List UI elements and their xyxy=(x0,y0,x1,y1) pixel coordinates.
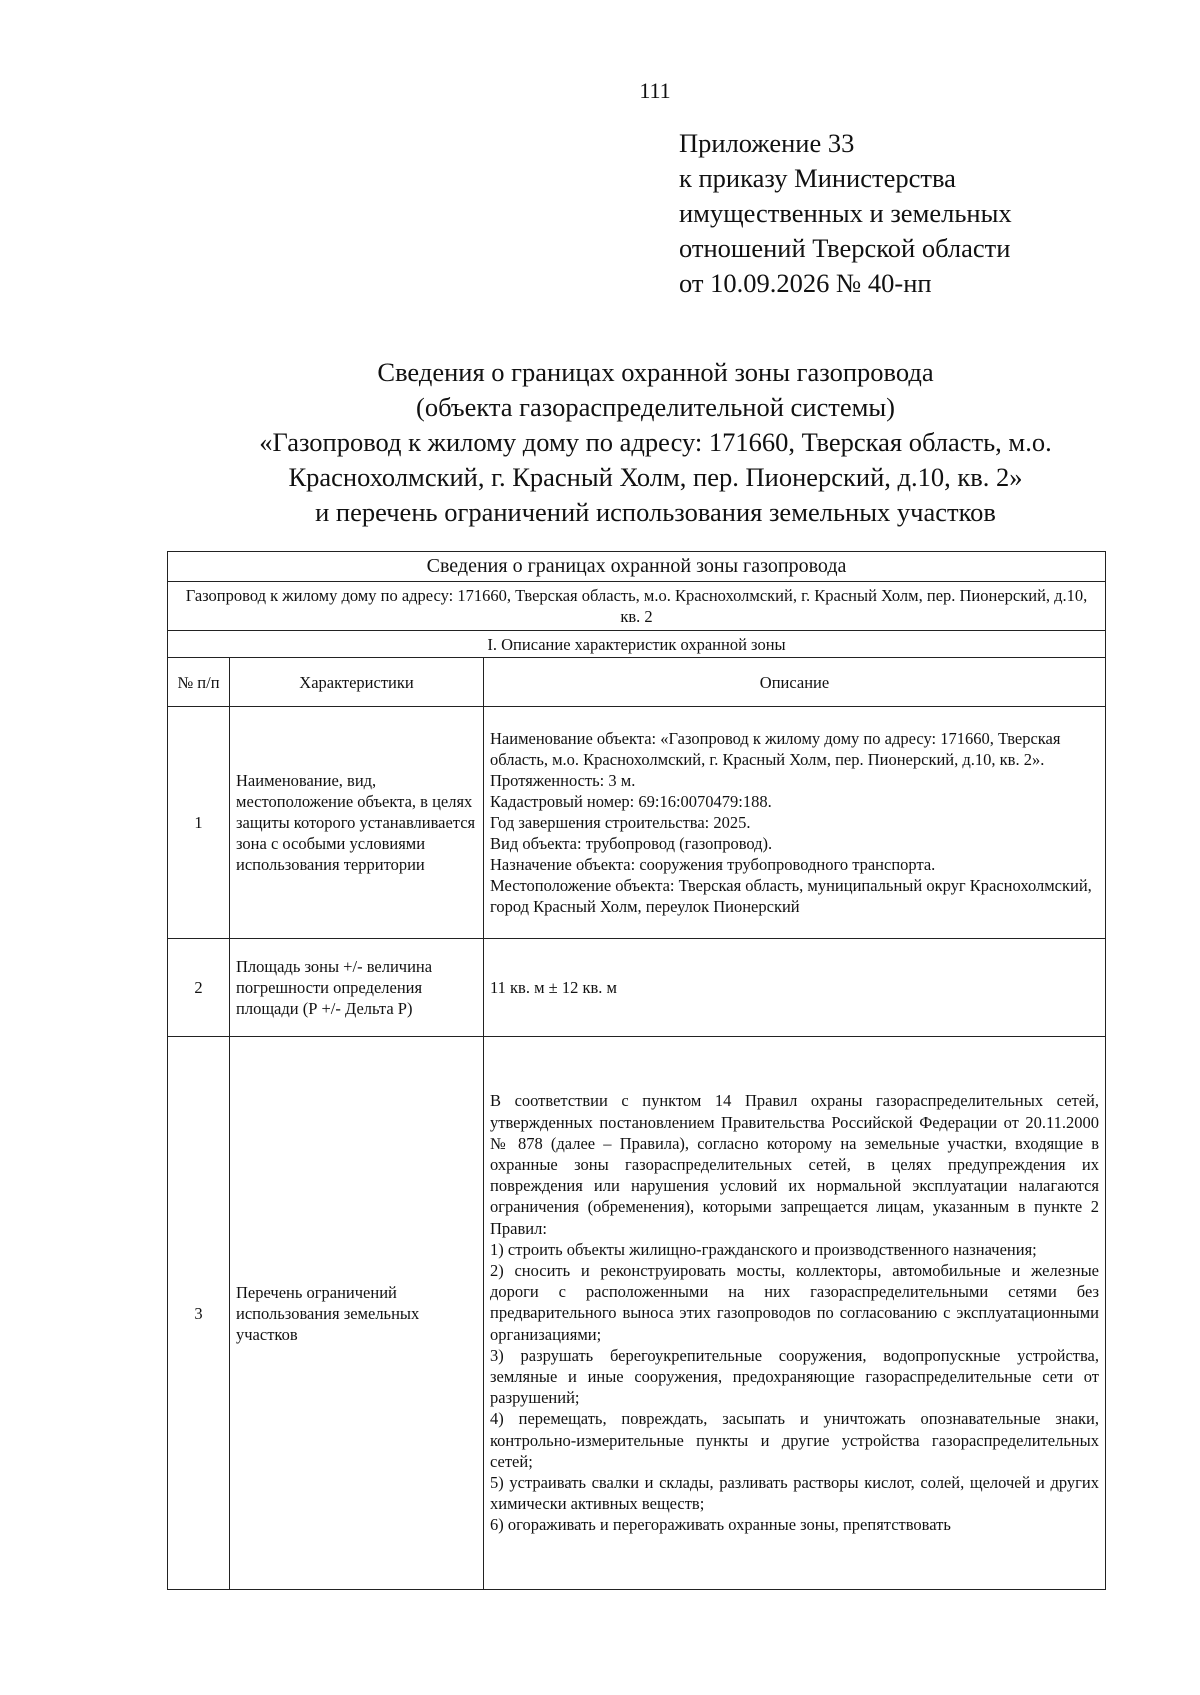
restriction-paragraph: 6) огораживать и перегораживать охранные зоны, препятствовать xyxy=(490,1515,951,1535)
row-characteristic: Наименование, вид, местоположение объекта, в целях защиты которого устанавливается зона с особыми условиями использования территории xyxy=(230,707,484,939)
row-characteristic: Площадь зоны +/- величина погрешности определения площади (Р +/- Дельта Р) xyxy=(230,939,484,1037)
zone-table xyxy=(167,551,1106,1590)
row-description: 11 кв. м ± 12 кв. м xyxy=(484,939,1106,1037)
title-line: Сведения о границах охранной зоны газопровода xyxy=(377,357,934,387)
table-row xyxy=(168,939,1106,1037)
appendix-line: отношений Тверской области xyxy=(679,233,1011,263)
table-row xyxy=(168,707,1106,939)
restriction-paragraph: 2) сносить и реконструировать мосты, коллекторы, автомобильные и железные дороги с расположенными на них газораспределительными сетями без предварительного выноса этих газопроводов по согласованию с эксплуатационными организациями; xyxy=(490,1260,1100,1344)
table-main-header: Сведения о границах охранной зоны газопровода xyxy=(168,552,1106,582)
row-number: 2 xyxy=(168,939,230,1037)
restriction-paragraph: В соответствии с пунктом 14 Правил охраны газораспределительных сетей, утвержденных постановлением Правительства Российской Федерации от 20.11.2000 № 878 (далее – Правила), согласно которому на земельные участки, входящие в охранные зоны газораспределительных сетей, в целях предупреждения их повреждения или нарушения условий их нормальной эксплуатации налагаются ограничения (обременения), которыми запрещается лицам, указанным в пункте 2 Правил: xyxy=(490,1091,1100,1238)
table-object-header-row xyxy=(168,582,1106,631)
table-section-header: I. Описание характеристик охранной зоны xyxy=(168,631,1106,658)
title-line: Краснохолмский, г. Красный Холм, пер. Пионерский, д.10, кв. 2» xyxy=(288,462,1023,492)
restriction-paragraph: 4) перемещать, повреждать, засыпать и уничтожать опознавательные знаки, контрольно-измерительные пункты и другие устройства газораспределительных сетей; xyxy=(490,1409,1100,1471)
page-number: 111 xyxy=(639,78,671,103)
table-object-header: Газопровод к жилому дому по адресу: 171660, Тверская область, м.о. Краснохолмский, г. Красный Холм, пер. Пионерский, д.10, кв. 2 xyxy=(168,582,1106,631)
row-description xyxy=(484,1037,1106,1590)
description-line: Год завершения строительства: 2025. xyxy=(490,813,751,832)
row-number: 3 xyxy=(168,1037,230,1590)
description-line: Протяженность: 3 м. xyxy=(490,771,636,790)
table-main-header-row xyxy=(168,552,1106,582)
restriction-paragraph: 5) устраивать свалки и склады, разливать растворы кислот, солей, щелочей и других химически активных веществ; xyxy=(490,1473,1100,1514)
table-column-header-row xyxy=(168,658,1106,707)
table-section-header-row xyxy=(168,631,1106,658)
appendix-line: к приказу Министерства xyxy=(679,163,956,193)
description-line: Наименование объекта: «Газопровод к жилому дому по адресу: 171660, Тверская область, м.о. Краснохолмский, г. Красный Холм, пер. Пионерский, д.10, кв. 2». xyxy=(490,729,1061,769)
description-line: Назначение объекта: сооружения трубопроводного транспорта. xyxy=(490,855,936,874)
appendix-line: Приложение 33 xyxy=(679,128,855,158)
column-header-num: № п/п xyxy=(168,658,230,707)
appendix-line: от 10.09.2026 № 40-нп xyxy=(679,268,932,298)
table-row xyxy=(168,1037,1106,1590)
document-title xyxy=(150,355,1161,530)
description-line: Вид объекта: трубопровод (газопровод). xyxy=(490,834,773,853)
description-line: Кадастровый номер: 69:16:0070479:188. xyxy=(490,792,772,811)
title-line: «Газопровод к жилому дому по адресу: 171660, Тверская область, м.о. xyxy=(259,427,1052,457)
title-line: и перечень ограничений использования земельных участков xyxy=(315,497,996,527)
row-number: 1 xyxy=(168,707,230,939)
title-line: (объекта газораспределительной системы) xyxy=(416,392,895,422)
appendix-block xyxy=(679,126,1012,301)
column-header-description: Описание xyxy=(484,658,1106,707)
column-header-characteristics: Характеристики xyxy=(230,658,484,707)
row-description xyxy=(484,707,1106,939)
restriction-paragraph: 1) строить объекты жилищно-гражданского и производственного назначения; xyxy=(490,1239,1037,1259)
appendix-line: имущественных и земельных xyxy=(679,198,1012,228)
description-line: Местоположение объекта: Тверская область, муниципальный округ Краснохолмский, город Красный Холм, переулок Пионерский xyxy=(490,876,1092,916)
row-characteristic: Перечень ограничений использования земельных участков xyxy=(230,1037,484,1590)
restriction-paragraph: 3) разрушать берегоукрепительные сооружения, водопропускные устройства, земляные и иные сооружения, предохраняющие газораспределительные сети от разрушений; xyxy=(490,1345,1100,1408)
